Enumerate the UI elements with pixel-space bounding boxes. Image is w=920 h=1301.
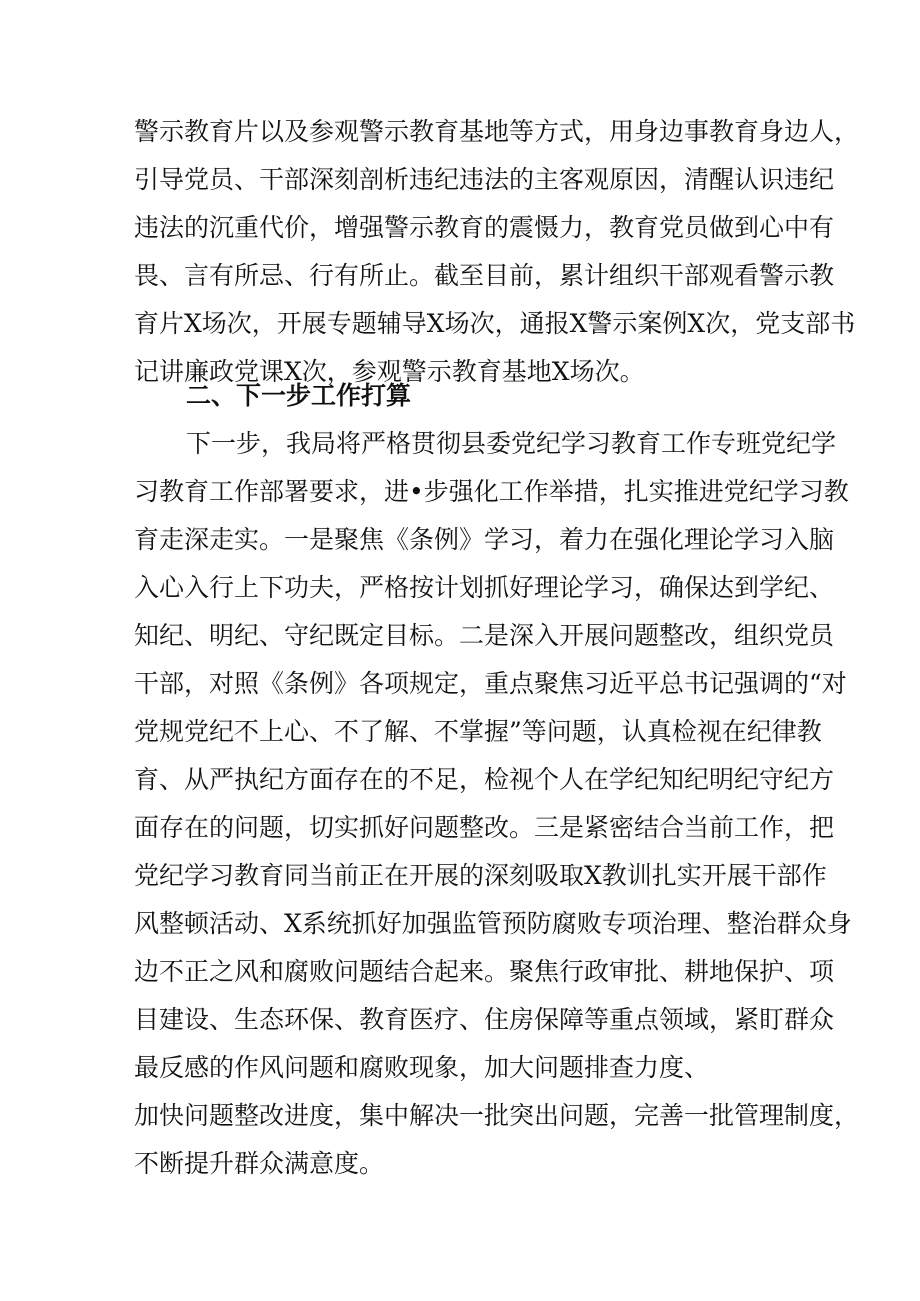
paragraph-line: 育片X场次，开展专题辅导X场次，通报X警示案例X次，党支部书: [134, 309, 856, 338]
paragraph-line: 入心入行上下功夫，严格按计划抓好理论学习，确保达到学纪、: [134, 573, 835, 602]
paragraph-line: 面存在的问题，切实抓好问题整改。三是紧密结合当前工作，把: [134, 813, 835, 842]
paragraph-line: 边不正之风和腐败问题结合起来。聚焦行政审批、耕地保护、项: [134, 957, 835, 986]
paragraph-line: 育走深走实。一是聚焦《条例》学习，着力在强化理论学习入脑: [134, 525, 835, 554]
paragraph-line: 下一步，我局将严格贯彻县委党纪学习教育工作专班党纪学: [186, 429, 837, 458]
paragraph-line: 警示教育片以及参观警示教育基地等方式，用身边事教育身边人，: [134, 117, 860, 146]
paragraph-line: 育、从严执纪方面存在的不足，检视个人在学纪知纪明纪守纪方: [134, 765, 835, 794]
paragraph-line: 最反感的作风问题和腐败现象，加大问题排查力度、: [134, 1053, 710, 1082]
paragraph-line: 畏、言有所忌、行有所止。截至目前，累计组织干部观看警示教: [134, 261, 835, 290]
paragraph-line: 引导党员、干部深刻剖析违纪违法的主客观原因，清醒认识违纪: [134, 165, 835, 194]
paragraph-line: 干部，对照《条例》各项规定，重点聚焦习近平总书记强调的“对: [134, 669, 847, 698]
next-steps-section: [134, 372, 860, 1188]
paragraph-line: 记讲廉政党课X次，参观警示教育基地X场次。: [134, 357, 645, 386]
paragraph-line: 目建设、生态环保、教育医疗、住房保障等重点领域，紧盯群众: [134, 1005, 835, 1034]
paragraph-line: 习教育工作部署要求，进•步强化工作举措，扎实推进党纪学习教: [134, 477, 849, 506]
paragraph-line: 知纪、明纪、守纪既定目标。二是深入开展问题整改，组织党员: [134, 621, 835, 650]
paragraph-warning-education: [134, 108, 860, 396]
paragraph-line: 党纪学习教育同当前正在开展的深刻吸取X教训扎实开展干部作: [134, 861, 827, 890]
paragraph-line: 风整顿活动、X系统抓好加强监管预防腐败专项治理、整治群众身: [134, 909, 852, 938]
paragraph-line: 违法的沉重代价，增强警示教育的震慑力，教育党员做到心中有: [134, 213, 835, 242]
section-heading: 二、下一步工作打算: [186, 381, 412, 410]
paragraph-line: 党规党纪不上心、不了解、不掌握”等问题，认真检视在纪律教: [134, 717, 822, 746]
paragraph-line: 不断提升群众满意度。: [134, 1149, 385, 1178]
paragraph-line: 加快问题整改进度，集中解决一批突出问题，完善一批管理制度，: [134, 1101, 860, 1130]
